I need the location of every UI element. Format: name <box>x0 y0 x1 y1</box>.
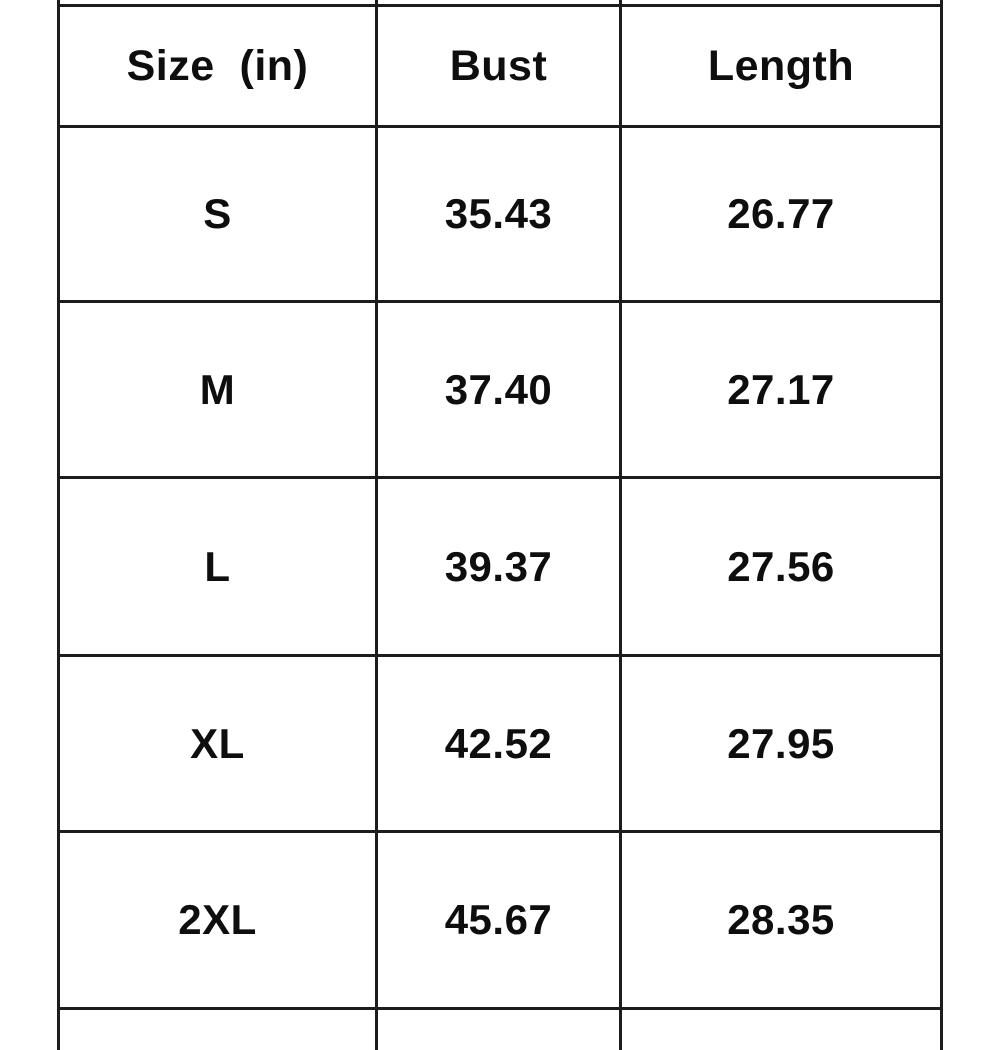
length-cell: 26.77 <box>621 127 942 302</box>
size-cell: 2XL <box>59 832 377 1009</box>
size-cell: XL <box>59 656 377 832</box>
bust-cell: 37.40 <box>377 302 621 478</box>
size-cell: M <box>59 302 377 478</box>
size-chart-table <box>57 0 943 1050</box>
column-header-length: Length <box>621 6 942 127</box>
column-header-size: Size (in) <box>59 6 377 127</box>
table-row-2xl <box>59 832 942 1009</box>
header-row <box>59 6 942 127</box>
length-cell: 27.56 <box>621 478 942 656</box>
table-row-l <box>59 478 942 656</box>
bust-cell: 42.52 <box>377 656 621 832</box>
column-header-bust: Bust <box>377 6 621 127</box>
bust-cell: 35.43 <box>377 127 621 302</box>
size-cell: L <box>59 478 377 656</box>
bust-cell: 39.37 <box>377 478 621 656</box>
length-cell: 27.95 <box>621 656 942 832</box>
length-cell: 28.35 <box>621 832 942 1009</box>
length-cell: 27.17 <box>621 302 942 478</box>
table-row-xl <box>59 656 942 832</box>
partial-cell <box>621 1009 942 1050</box>
partial-row-bottom <box>59 1009 942 1050</box>
partial-cell <box>59 1009 377 1050</box>
bust-cell: 45.67 <box>377 832 621 1009</box>
partial-cell <box>377 1009 621 1050</box>
table-row-m <box>59 302 942 478</box>
table-row-s <box>59 127 942 302</box>
size-cell: S <box>59 127 377 302</box>
